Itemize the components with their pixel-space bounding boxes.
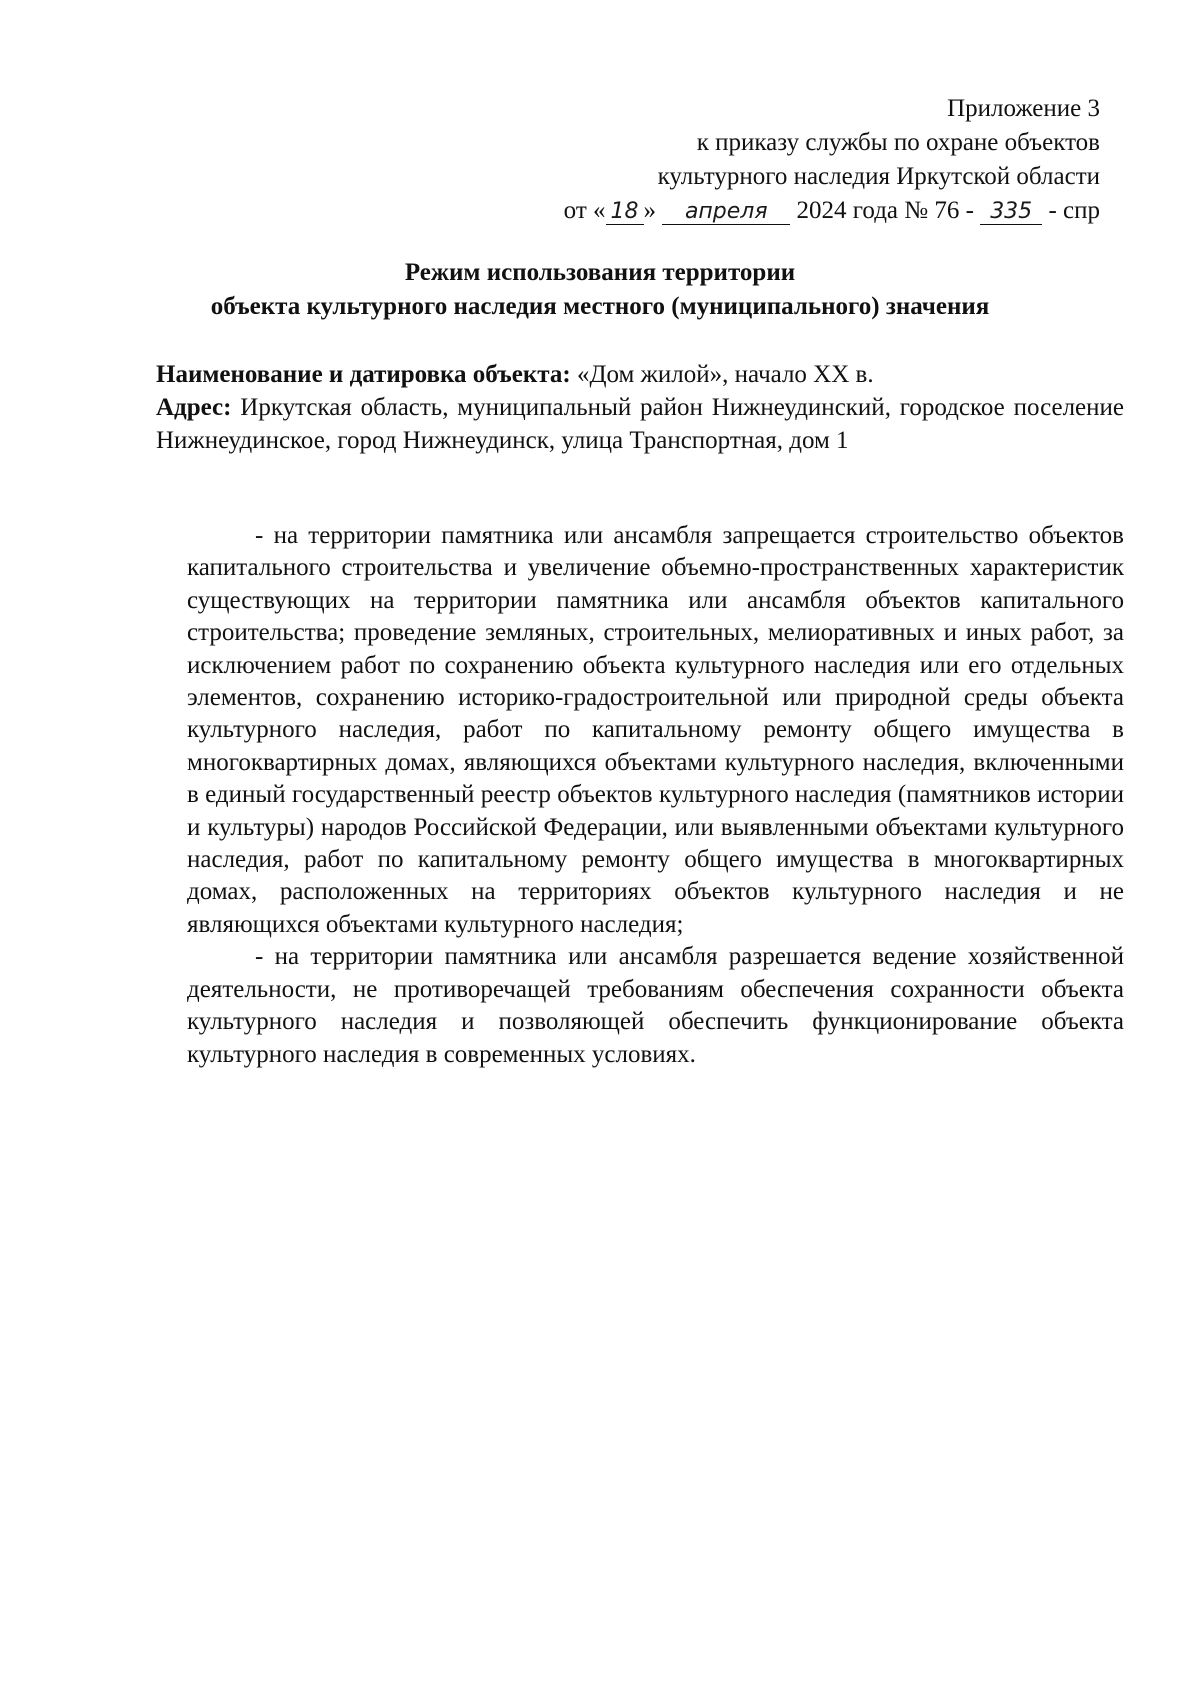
handwritten-order-number: 335 [980, 200, 1042, 225]
permission-paragraph: - на территории памятника или ансамбля разрешается ведение хозяйственной деятельности, не противоречащей требованиям обеспечения сохранности объекта культурного наследия и позволяющей обеспечить функционирование объекта культурного наследия в современных условиях. [187, 943, 1124, 1068]
object-name-value: «Дом жилой», начало XX в. [576, 361, 874, 388]
object-name-label: Наименование и датировка объекта: [156, 361, 571, 388]
date-close-quote: » [643, 197, 657, 224]
object-details [156, 358, 1124, 457]
order-reference: к приказу службы по охране объектов [696, 129, 1100, 156]
year-and-number-prefix: 2024 года № 76 - [796, 197, 974, 224]
document-title [150, 256, 1050, 324]
order-date-line [400, 194, 1100, 228]
handwritten-day: 18 [606, 200, 644, 225]
appendix-number: Приложение 3 [947, 95, 1100, 122]
address-value: Иркутская область, муниципальный район Нижнеудинский, городское поселение Нижнеудинское, город Нижнеудинск, улица Транспортная, дом 1 [156, 394, 1125, 454]
order-suffix: - спр [1048, 197, 1100, 224]
handwritten-month: апреля [662, 200, 790, 225]
prohibition-paragraph: - на территории памятника или ансамбля запрещается строительство объектов капитального строительства и увеличение объемно-пространственных характеристик существующих на территории памятника или ансамбля объектов капитального строительства; проведение земляных, строительных, мелиоративных и иных работ, за исключением работ по сохранению объекта культурного наследия или его отдельных элементов, сохранению историко-градостроительной или природной среды объекта культурного наследия, работ по капитальному ремонту общего имущества в многоквартирных домах, являющихся объектами культурного наследия, включенными в единый государственный реестр объектов культурного наследия (памятников истории и культуры) народов Российской Федерации, или выявленными объектами культурного наследия, работ по капитальному ремонту общего имущества в многоквартирных домах, расположенных на территориях объектов культурного наследия и не являющихся объектами культурного наследия; [187, 522, 1124, 938]
address-label: Адрес: [156, 394, 232, 421]
authority-name: культурного наследия Иркутской области [657, 163, 1100, 190]
object-name-row [156, 358, 1124, 391]
regime-text [187, 520, 1124, 1071]
date-prefix: от « [563, 197, 606, 224]
object-address-row [156, 391, 1124, 457]
title-line-1: Режим использования территории [404, 259, 796, 286]
appendix-header [400, 92, 1100, 228]
title-line-2: объекта культурного наследия местного (муниципального) значения [210, 293, 990, 320]
